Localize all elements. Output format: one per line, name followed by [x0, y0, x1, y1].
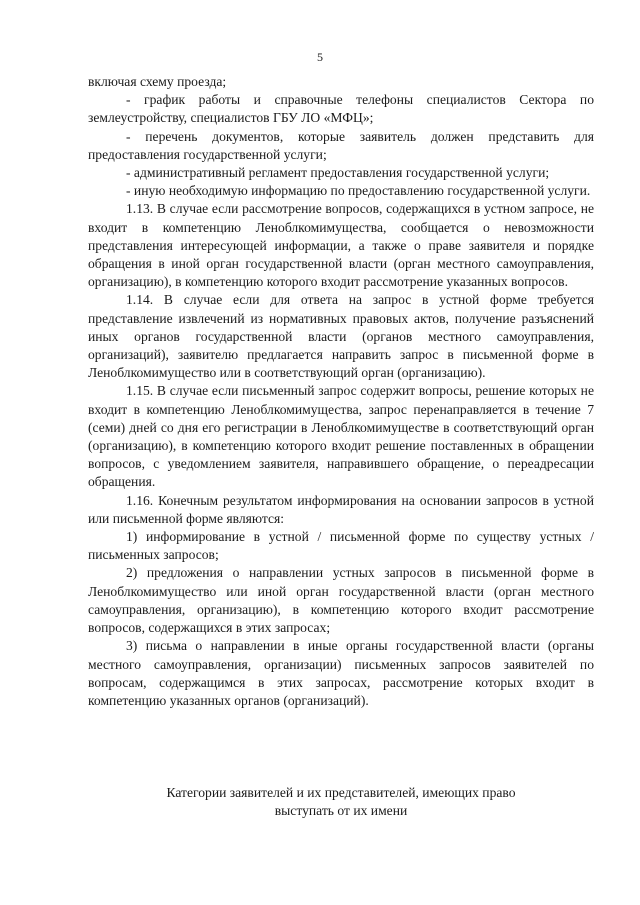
- paragraph: - иную необходимую информацию по предоставлению государственной услуги.: [126, 183, 591, 199]
- paragraph: 3) письма о направлении в иные органы государственной власти (органы местного самоуправления, организации) письменных запросов заявителей по вопросам, содержащимся в этих запросах, рассмотрение которых входит в компетенцию указанных органов (организаций).: [88, 638, 594, 708]
- section-heading: [88, 784, 594, 820]
- paragraph: - перечень документов, которые заявитель должен представить для предоставления государственной услуги;: [88, 128, 594, 162]
- paragraph: включая схему проезда;: [88, 74, 227, 89]
- page-number: 5: [317, 50, 323, 64]
- paragraph: 1.15. В случае если письменный запрос содержит вопросы, решение которых не входит в компетенцию Леноблкомимущества, запрос перенаправляется в течение 7 (семи) дней со дня его регистрации в Леноблкомимуществе в соответствующий орган (организацию), в компетенцию которого входит решение поставленных в обращении вопросов, с уведомлением заявителя, направившего обращение, о переадресации обращения.: [88, 383, 594, 490]
- paragraph: 1) информирование в устной / письменной форме по существу устных / письменных запросов;: [88, 529, 594, 563]
- body-text: [88, 73, 594, 710]
- paragraph: - график работы и справочные телефоны специалистов Сектора по землеустройству, специалистов ГБУ ЛО «МФЦ»;: [88, 92, 594, 126]
- paragraph: 1.16. Конечным результатом информирования на основании запросов в устной или письменной форме являются:: [88, 492, 594, 526]
- section-heading-line: выступать от их имени: [274, 803, 408, 819]
- paragraph: - административный регламент предоставления государственной услуги;: [126, 165, 550, 181]
- paragraph: 1.14. В случае если для ответа на запрос в устной форме требуется представление извлечений из нормативных правовых актов, получение разъяснений иных органов государственной власти (органов местного самоуправления, организаций), заявителю предлагается направить запрос в письменной форме в Леноблкомимущество или в соответствующий орган (организацию).: [88, 292, 594, 381]
- section-heading-line: Категории заявителей и их представителей, имеющих право: [166, 785, 516, 800]
- paragraph: 1.13. В случае если рассмотрение вопросов, содержащихся в устном запросе, не входит в компетенцию Леноблкомимущества, сообщается о невозможности представления интересующей информации, а также о праве заявителя и порядке обращения в иной орган государственной власти (орган местного самоуправления, организацию), в компетенцию которого входит рассмотрение указанных вопросов.: [88, 201, 594, 290]
- paragraph: 2) предложения о направлении устных запросов в письменной форме в Леноблкомимущество или иной орган государственной власти (орган местного самоуправления, организацию), в компетенцию которого входит рассмотрение вопросов, содержащихся в этих запросах;: [88, 565, 594, 636]
